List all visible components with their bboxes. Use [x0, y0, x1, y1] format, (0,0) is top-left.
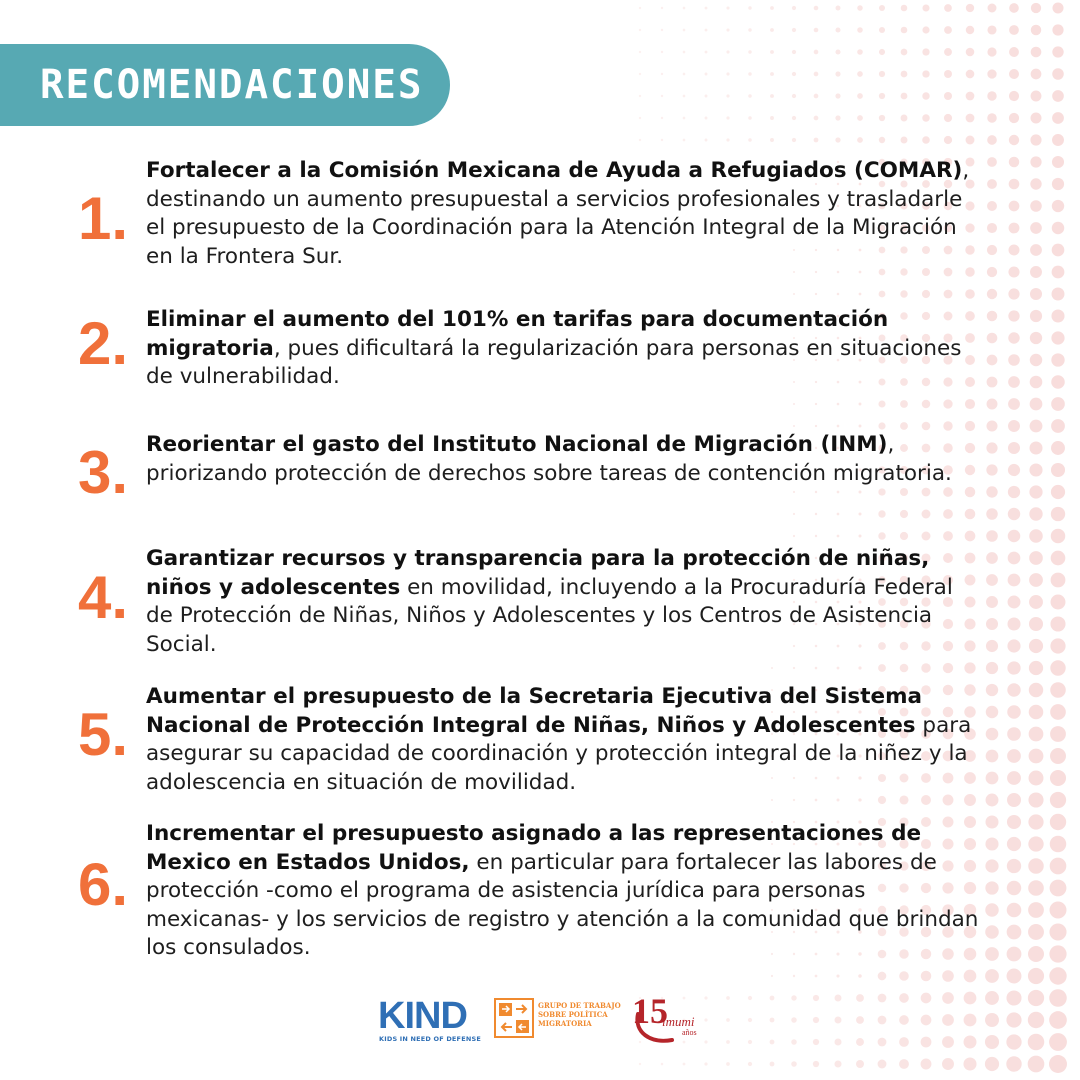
- item-text: [146, 820, 986, 963]
- imumi-logo: [632, 992, 712, 1046]
- item-number: 3.: [77, 439, 128, 506]
- item-text: [146, 431, 986, 488]
- item-rest-text: en particular para fortalecer las labores de protección -como el programa de asistencia jurídica para personas mexicanas- y los servicios de registro y atención a la comunidad que brindan los consulados.: [146, 849, 979, 960]
- grupo-trabajo-logo: [494, 998, 624, 1042]
- item-bold-text: Fortalecer a la Comisión Mexicana de Ayuda a Refugiados (COMAR): [146, 158, 963, 183]
- kind-wordmark: KIND: [378, 995, 467, 1037]
- item-number: 1.: [77, 185, 128, 252]
- header-banner: [0, 44, 450, 126]
- item-rest-text: para asegurar su capacidad de coordinación y protección integral de la niñez y la adolescencia en situación de movilidad.: [146, 712, 972, 795]
- item-bold-text: Incrementar el presupuesto asignado a las representaciones de Mexico en Estados Unidos,: [146, 821, 922, 875]
- arrows-icon: [494, 998, 534, 1038]
- imumi-suffix: años: [682, 1028, 697, 1037]
- item-rest-text: en movilidad, incluyendo a la Procuraduría Federal de Protección de Niñas, Niños y Adolescentes y los Centros de Asistencia Social.: [146, 574, 953, 657]
- kind-tagline: KIDS IN NEED OF DEFENSE: [379, 1035, 482, 1043]
- imumi-wordmark: imumi: [662, 1014, 695, 1029]
- partner-logos: [0, 990, 1080, 1050]
- item-number: 4.: [77, 564, 128, 631]
- item-rest-text: , priorizando protección de derechos sobre tareas de contención migratoria.: [146, 432, 952, 486]
- item-rest-text: , destinando un aumento presupuestal a servicios profesionales y trasladarle el presupuesto de la Coordinación para la Atención Integral de la Migración en la Frontera Sur.: [146, 158, 970, 269]
- item-text: [146, 306, 986, 392]
- page-title: RECOMENDACIONES: [40, 62, 424, 108]
- item-number: 2.: [77, 310, 128, 377]
- item-text: [146, 545, 986, 659]
- grupo-trabajo-text: GRUPO DE TRABAJO SOBRE POLÍTICA MIGRATORIA: [538, 1001, 621, 1028]
- item-bold-text: Eliminar el aumento del 101% en tarifas para documentación migratoria: [146, 307, 889, 361]
- item-number: 6.: [77, 851, 128, 918]
- item-number: 5.: [77, 701, 128, 768]
- imumi-anniversary-number: 15: [632, 991, 668, 1031]
- item-bold-text: Reorientar el gasto del Instituto Nacional de Migración (INM): [146, 432, 888, 457]
- item-bold-text: Aumentar el presupuesto de la Secretaria Ejecutiva del Sistema Nacional de Protección Integral de Niñas, Niños y Adolescentes: [146, 684, 922, 738]
- item-text: [146, 157, 986, 271]
- item-text: [146, 683, 986, 797]
- item-rest-text: , pues dificultará la regularización para personas en situaciones de vulnerabilidad.: [146, 335, 962, 389]
- item-bold-text: Garantizar recursos y transparencia para la protección de niñas, niños y adolescentes: [146, 546, 930, 600]
- kind-logo: [378, 996, 482, 1044]
